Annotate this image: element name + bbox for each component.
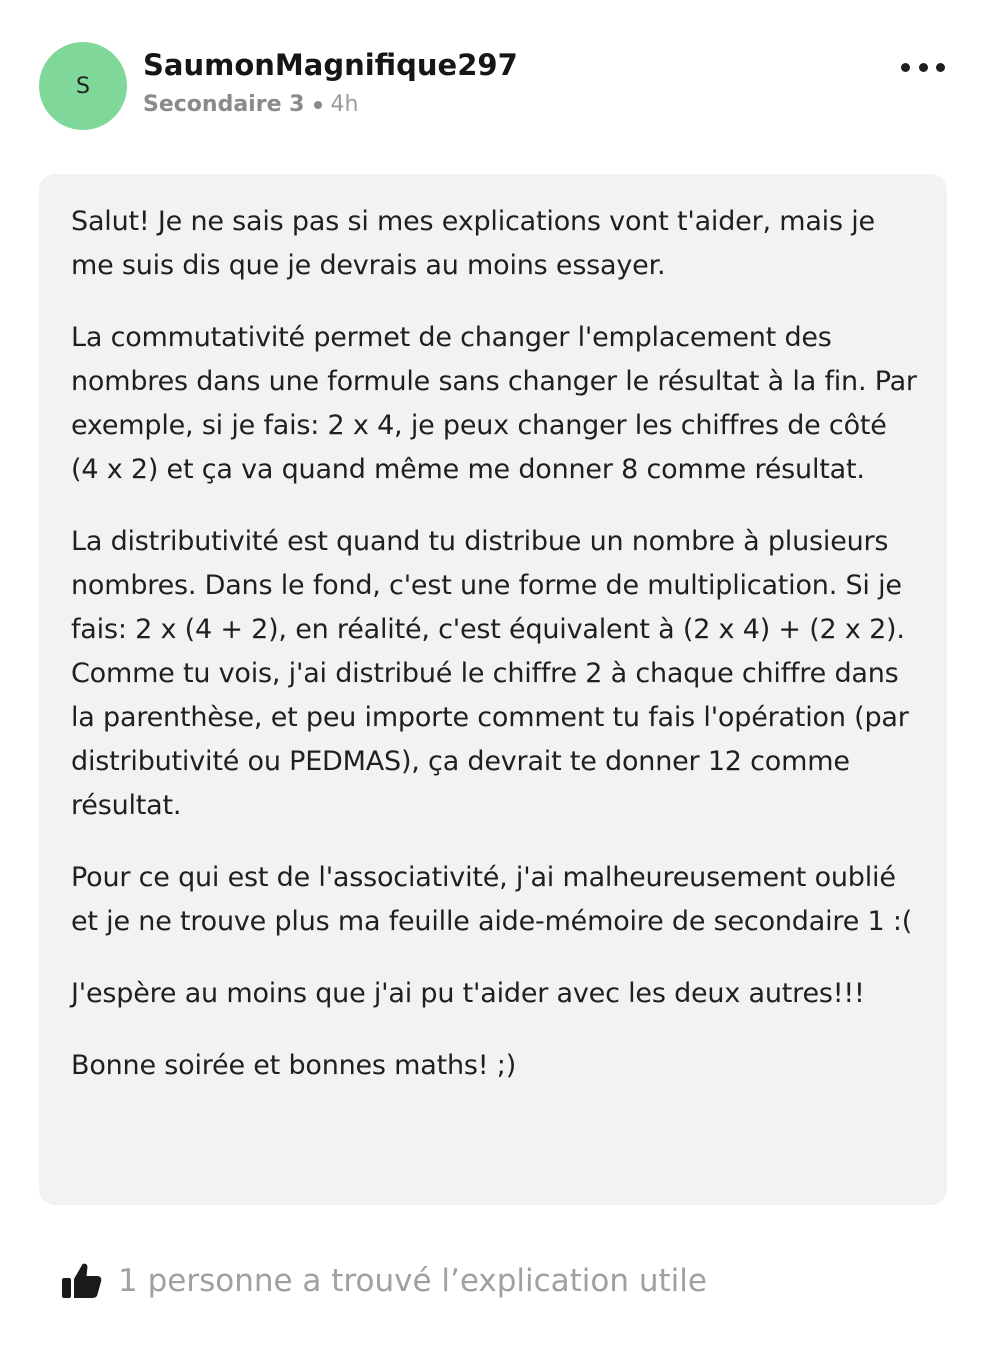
helpful-count-text: 1 personne a trouvé l’explication utile xyxy=(118,1263,707,1299)
post-header xyxy=(39,42,949,130)
answer-paragraph: Pour ce qui est de l'associativité, j'ai malheureusement oublié et je ne trouve plus ma feuille aide-mémoire de secondaire 1 :( xyxy=(71,862,913,937)
menu-dot xyxy=(919,63,928,72)
answer-paragraph: J'espère au moins que j'ai pu t'aider avec les deux autres!!! xyxy=(71,978,865,1009)
post-meta xyxy=(143,92,358,117)
avatar[interactable]: S xyxy=(39,42,127,130)
author-grade: Secondaire 3 xyxy=(143,92,305,117)
more-options-icon[interactable] xyxy=(901,56,945,78)
thumbs-up-icon[interactable] xyxy=(60,1259,104,1303)
author-name[interactable]: SaumonMagnifique297 xyxy=(143,48,518,82)
answer-paragraph: La commutativité permet de changer l'emplacement des nombres dans une formule sans changer le résultat à la fin. Par exemple, si je fais: 2 x 4, je peux changer les chiffres de côté (4 x 2) et ça va quand même me donner 8 comme résultat. xyxy=(71,322,917,485)
answer-paragraph: Bonne soirée et bonnes maths! ;) xyxy=(71,1050,517,1081)
answer-card xyxy=(39,174,947,1205)
answer-paragraph: La distributivité est quand tu distribue un nombre à plusieurs nombres. Dans le fond, c'est une forme de multiplication. Si je fais: 2 x (4 + 2), en réalité, c'est équivalent à (2 x 4) + (2 x 2). Comme tu vois, j'ai distribué le chiffre 2 à chaque chiffre dans la parenthèse, et peu importe comment tu fais l'opération (par distributivité ou PEDMAS), ça devrait te donner 12 comme résultat. xyxy=(71,526,909,821)
post-time: 4h xyxy=(330,92,359,117)
separator-dot xyxy=(314,101,322,109)
answer-paragraph: Salut! Je ne sais pas si mes explications vont t'aider, mais je me suis dis que je devrais au moins essayer. xyxy=(71,206,875,281)
menu-dot xyxy=(901,63,910,72)
menu-dot xyxy=(936,63,945,72)
helpful-footer xyxy=(60,1254,707,1308)
